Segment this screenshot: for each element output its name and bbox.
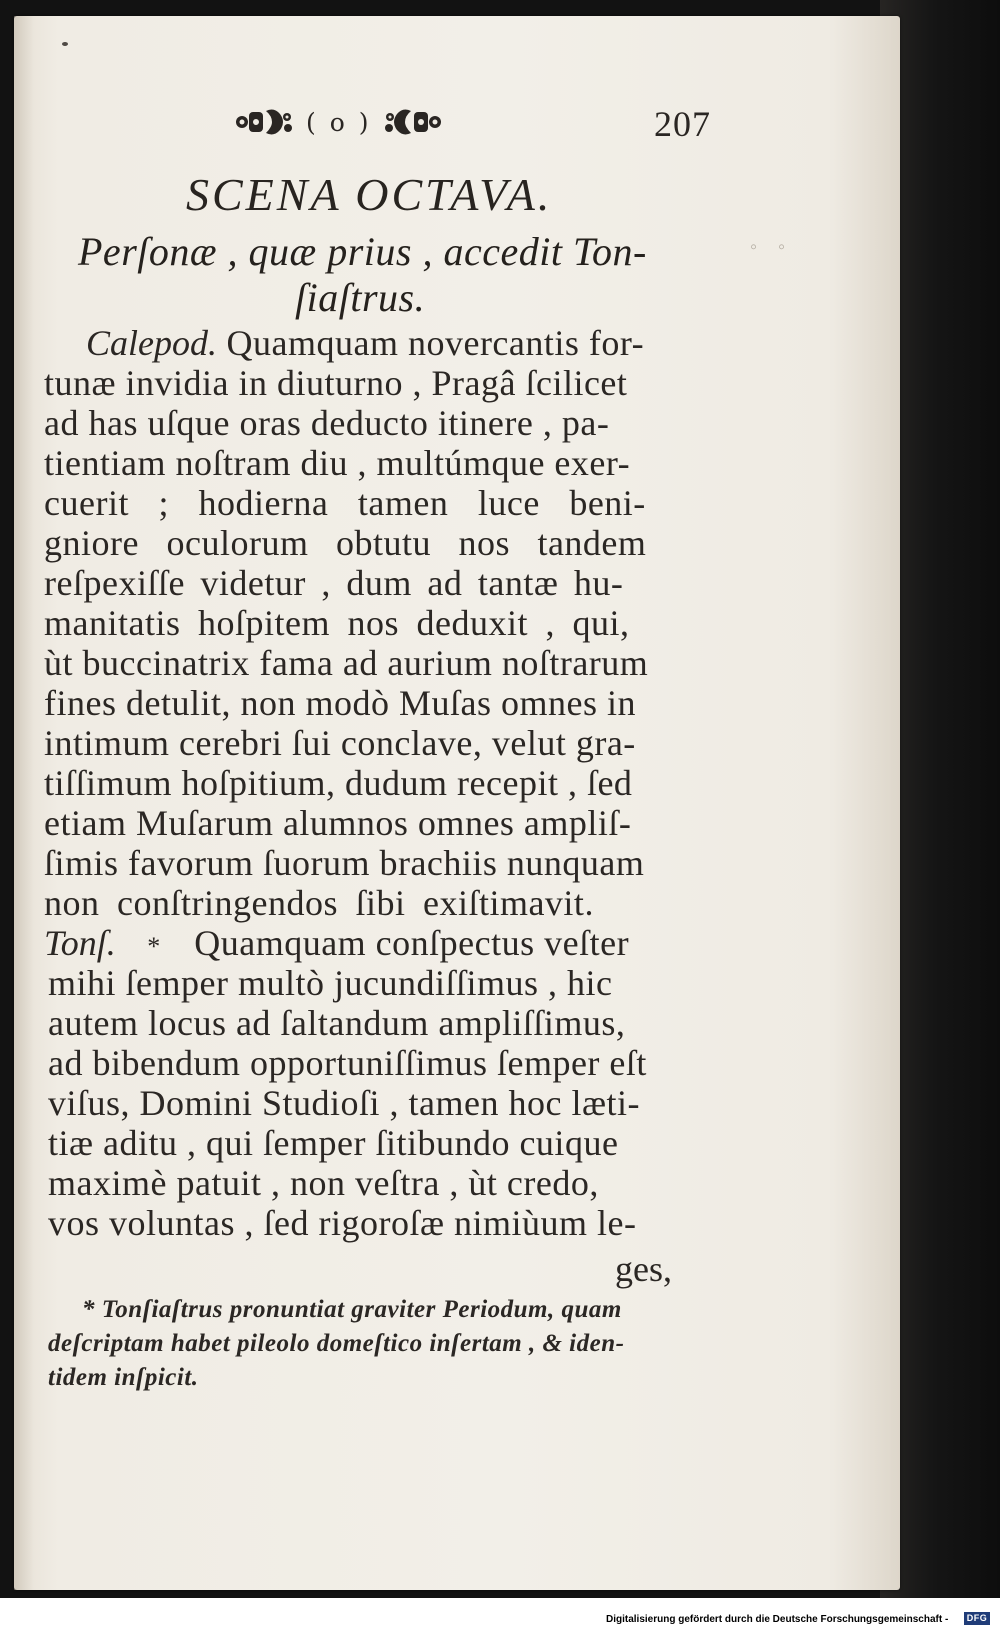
text-line: non conſtringendos ſibi exiſtimavit. xyxy=(44,883,594,923)
text-line: tientiam noſtram diu , multúmque exer- xyxy=(44,443,631,483)
running-head xyxy=(234,102,443,142)
ornament-right-icon xyxy=(381,105,443,139)
page-number: 207 xyxy=(654,104,711,144)
text-line: tiæ aditu , qui ſemper ſitibundo cuique xyxy=(48,1123,619,1163)
scene-title: SCENA OCTAVA. xyxy=(186,169,553,220)
margin-mark: ◦ xyxy=(778,236,786,258)
footnote-line: * Tonſiaſtrus pronuntiat graviter Periodum, quam xyxy=(82,1296,622,1323)
footnote-line: deſcriptam habet pileolo domeſtico inſertam , & iden- xyxy=(48,1330,625,1357)
footnote-line: tidem inſpicit. xyxy=(48,1364,199,1391)
text-line: vos voluntas , ſed rigoroſæ nimiùum le- xyxy=(48,1203,637,1243)
text-line xyxy=(44,922,629,964)
speaker-name: Tonſ. xyxy=(44,923,116,963)
text-line: ùt buccinatrix fama ad aurium noſtrarum xyxy=(44,643,649,683)
text-line: tiſſimum hoſpitium, dudum recepit , ſed xyxy=(44,763,633,803)
text-line xyxy=(86,322,644,364)
text-line: ad has uſque oras deducto itinere , pa- xyxy=(44,403,610,443)
text-line: gniore oculorum obtutu nos tandem xyxy=(44,523,647,563)
footnote-marker: * xyxy=(147,932,161,961)
text-line: intimum cerebri ſui conclave, velut gra- xyxy=(44,723,636,763)
text-line: tunæ invidia in diuturno , Pragâ ſcilicet xyxy=(44,363,628,403)
ornament-left-icon xyxy=(234,105,296,139)
persons-line: Perſonæ , quæ prius , accedit Ton- xyxy=(78,229,647,274)
ink-speck xyxy=(62,42,68,46)
text-line: reſpexiſſe videtur , dum ad tantæ hu- xyxy=(44,563,624,603)
speech-text: Quamquam conſpectus veſter xyxy=(194,923,630,963)
text-line: manitatis hoſpitem nos deduxit , qui, xyxy=(44,603,630,643)
text-line: cuerit ; hodierna tamen luce beni- xyxy=(44,483,646,523)
footer-credit: Digitalisierung gefördert durch die Deutsche Forschungsgemeinschaft - xyxy=(606,1614,949,1625)
margin-mark: ◦ xyxy=(750,236,758,258)
text-line: fines detulit, non modò Muſas omnes in xyxy=(44,683,636,723)
speaker-name: Calepod. xyxy=(86,323,217,363)
text-line: ſimis favorum ſuorum brachiis nunquam xyxy=(44,843,645,883)
text-line: etiam Muſarum alumnos omnes ampliſ- xyxy=(44,803,632,843)
running-head-center: ( o ) xyxy=(306,107,372,137)
dfg-logo: DFG xyxy=(964,1612,990,1625)
speech-text: Quamquam novercantis for- xyxy=(226,323,645,363)
text-line: maximè patuit , non veſtra , ùt credo, xyxy=(48,1163,599,1203)
text-line: viſus, Domini Studioſi , tamen hoc læti- xyxy=(48,1083,640,1123)
text-line: ad bibendum opportuniſſimus ſemper eſt xyxy=(48,1043,647,1083)
persons-line-continued: ſiaſtrus. xyxy=(295,275,426,320)
catchword: ges, xyxy=(615,1249,672,1289)
text-line: mihi ſemper multò jucundiſſimus , hic xyxy=(48,963,613,1003)
text-line: autem locus ad ſaltandum ampliſſimus, xyxy=(48,1003,626,1043)
page-gutter-shade xyxy=(14,16,34,1590)
